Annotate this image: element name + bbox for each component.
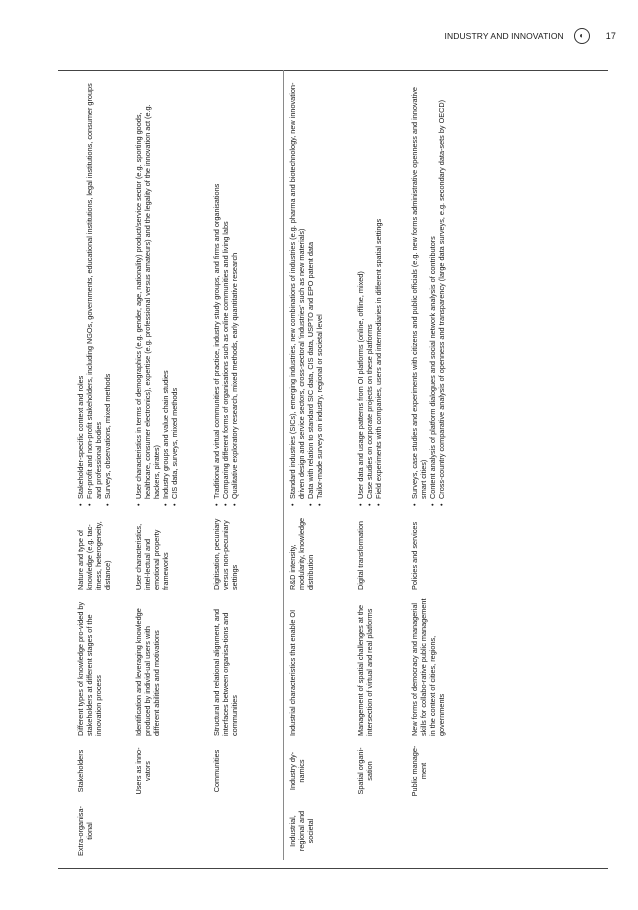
features-cell: R&D intensity, modularity, knowledge distribution: [288, 517, 316, 590]
dimension-cell: Industry dy-namics: [288, 751, 307, 791]
running-header-title: INDUSTRY AND INNOVATION: [444, 31, 564, 41]
features-cell: Nature and type of knowledge (e.g. tac-itness, heterogeneity, distance): [76, 521, 113, 590]
method-item: • Industry groups and value chain studies: [161, 80, 170, 506]
bottom-rule: [58, 868, 608, 869]
running-header: [445, 28, 617, 44]
methods-cell: [212, 80, 239, 506]
method-item: • Qualitative exploratory research, mixed methods, early quantitative research: [230, 80, 239, 506]
methods-cell: [76, 80, 112, 506]
rotated-table: [76, 70, 476, 860]
methods-cell: [288, 80, 324, 506]
method-item: • For-profit and non-profit stakeholders, including NGOs, governments, educational institutions, legal institutions, consumer groups and professional bodies: [85, 80, 103, 506]
method-item: • Stakeholder-specific context and roles: [76, 80, 85, 506]
features-cell: User characteristics, intel-lectual and emotional property frameworks: [134, 523, 171, 590]
methods-cell: [356, 80, 383, 506]
focus-cell: Industrial characteristics that enable OI: [288, 609, 297, 736]
features-cell: Policies and services: [410, 521, 419, 590]
group-cell: Industrial, regional and societal: [288, 810, 316, 852]
features-cell: Digital transformation: [356, 521, 365, 590]
method-item: • Traditional and virtual communities of practice, industry study groups, and firms and organisations: [212, 80, 221, 506]
publisher-logo-icon: ◐: [574, 28, 590, 44]
dimension-cell: Communities: [212, 749, 221, 793]
focus-cell: Identification and leveraging knowledge produced by individ-ual users with different abilities and motivations: [134, 608, 162, 736]
method-item: • User data and usage patterns from OI platforms (online, offline, mixed): [356, 80, 365, 506]
method-item: • Comparing different forms of organisations such as online communities and living labs: [221, 80, 230, 506]
dimension-cell: Public manage-ment: [410, 745, 429, 797]
method-item: • Tailor-made surveys on industry, regional or societal level: [315, 80, 324, 506]
methods-cell: [134, 80, 179, 506]
method-item: • User characteristics in terms of demographics (e.g. gender, age, nationality) product/service sector (e.g. sporting goods, healthcare, consumer electronics), expertise (e.g. professional versus amateurs) and the legality of the innovation act (e.g. hackers, pirates): [134, 80, 161, 506]
method-item: • Cross-country comparative analysis of openness and transparency (large data surveys, e.g. secondary data-sets by OECD): [437, 80, 446, 506]
group-divider: [283, 70, 284, 860]
method-item: • Field experiments with companies, users and intermediaries in different spatial settings: [374, 80, 383, 506]
focus-cell: Management of spatial challenges at the intersection of virtual and real platforms: [356, 604, 375, 736]
focus-cell: Structural and relational alignment, and interfaces between organisa-tions and communities: [212, 609, 240, 736]
method-item: • Standard industries (SICs), emerging industries, new combinations of industries (e.g. pharma and biotechnology, new innovation-driven design and service sectors, cross-sectoral 'industries' such as new materials): [288, 80, 306, 506]
dimension-cell: Stakeholders: [76, 749, 85, 793]
method-item: • Data with relation to standard SIC data, CIS data, USPTO and EPO patent data: [306, 80, 315, 506]
features-cell: Digitisation, pecuniary versus non-pecuniary settings: [212, 518, 240, 590]
dimension-cell: Users as inno-vators: [134, 747, 153, 795]
focus-cell: Different types of knowledge pro-vided by stakeholders at different stages of the innovation process: [76, 601, 104, 736]
group-cell: Extra-organisa-tional: [76, 806, 95, 856]
method-item: • Case studies on corporate projects on these platforms: [365, 80, 374, 506]
method-item: • CIS data, surveys, mixed methods: [170, 80, 179, 506]
page-number: 17: [605, 31, 616, 41]
method-item: • Surveys, case studies and experiments with citizens and public officials (e.g. new forms administrative openness and innovative smart cities): [410, 80, 428, 506]
dimension-cell: Spatial organi-sation: [356, 747, 375, 795]
method-item: • Content analysis of platform dialogues and social network analysis of contributors: [428, 80, 437, 506]
focus-cell: New forms of democracy and managerial skills for collabo-rative public management in the context of cities, regions, governments: [410, 598, 447, 736]
methods-cell: [410, 80, 446, 506]
method-item: • Surveys, observations, mixed methods: [103, 80, 112, 506]
